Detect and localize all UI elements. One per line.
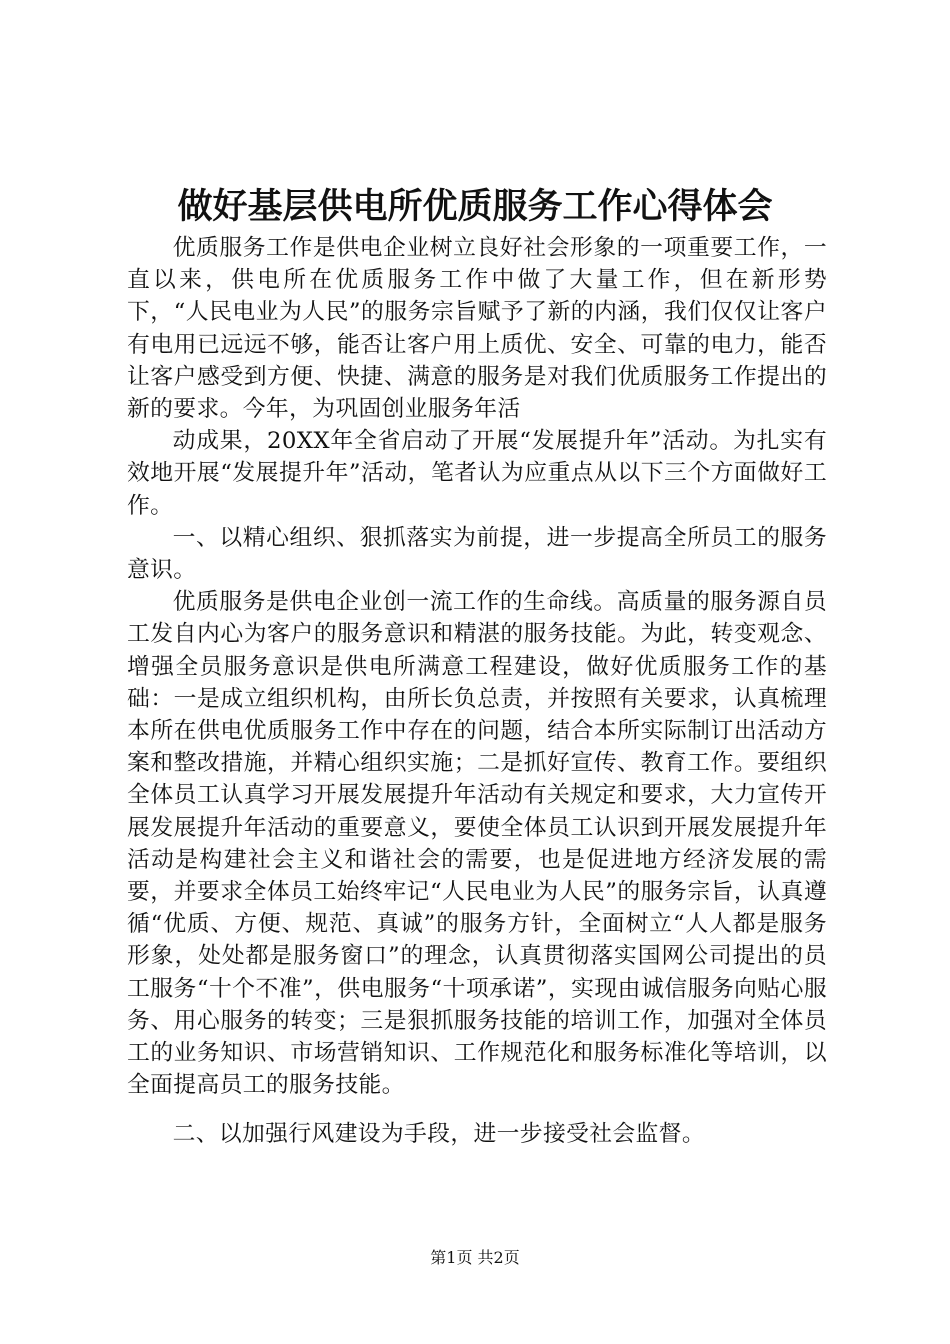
section-heading-1: 一、以精心组织、狠抓落实为前提，进一步提高全所员工的服务意识。 <box>127 524 827 584</box>
paragraph-background: 动成果，20XX年全省启动了开展“发展提升年”活动。为扎实有效地开展“发展提升年”活动，笔者认为应重点从以下三个方面做好工作。 <box>127 428 827 519</box>
section-heading-2: 二、以加强行风建设为手段，进一步接受社会监督。 <box>172 1121 705 1148</box>
paragraph-section-1-body: 优质服务是供电企业创一流工作的生命线。高质量的服务源自员工发自内心为客户的服务意识和精湛的服务技能。为此，转变观念、增强全员服务意识是供电所满意工程建设，做好优质服务工作的基础：一是成立组织机构，由所长负总责，并按照有关要求，认真梳理本所在供电优质服务工作中存在的问题，结合本所实际制订出活动方案和整改措施，并精心组织实施；二是抓好宣传、教育工作。要组织全体员工认真学习开展发展提升年活动有关规定和要求，大力宣传开展发展提升年活动的重要意义，要使全体员工认识到开展发展提升年活动是构建社会主义和谐社会的需要，也是促进地方经济发展的需要，并要求全体员工始终牢记“人民电业为人民”的服务宗旨，认真遵循“优质、方便、规范、真诚”的服务方针，全面树立“人人都是服务形象，处处都是服务窗口”的理念，认真贯彻落实国网公司提出的员工服务“十个不准”，供电服务“十项承诺”，实现由诚信服务向贴心服务、用心服务的转变；三是狠抓服务技能的培训工作，加强对全体员工的业务知识、市场营销知识、工作规范化和服务标准化等培训，以全面提高员工的服务技能。 <box>127 589 827 1099</box>
document-title: 做好基层供电所优质服务工作心得体会 <box>177 186 773 227</box>
document-body <box>127 232 827 1151</box>
page-footer: 第1页 共2页 <box>430 1248 520 1267</box>
paragraph-intro: 优质服务工作是供电企业树立良好社会形象的一项重要工作，一直以来，供电所在优质服务工作中做了大量工作，但在新形势下，“人民电业为人民”的服务宗旨赋予了新的内涵，我们仅仅让客户有电用已远远不够，能否让客户用上质优、安全、可靠的电力，能否让客户感受到方便、快捷、满意的服务是对我们优质服务工作提出的新的要求。今年，为巩固创业服务年活 <box>127 235 827 423</box>
